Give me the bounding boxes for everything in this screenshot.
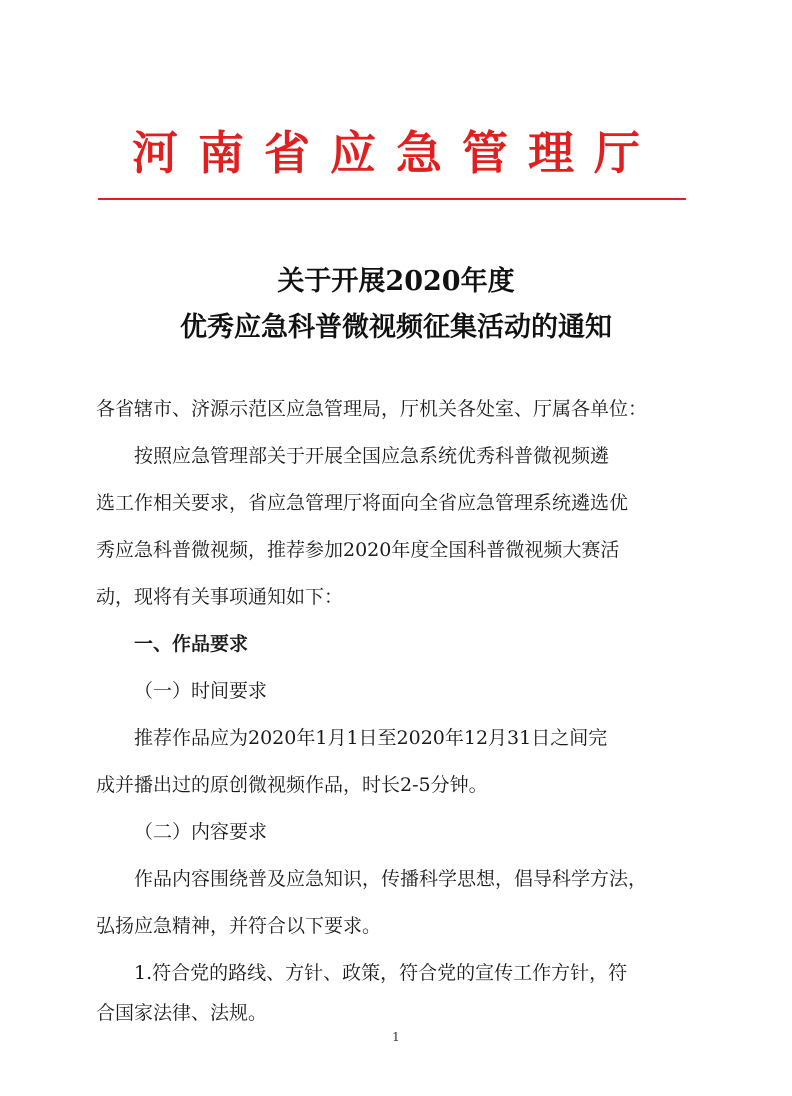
paragraph-line: 推荐作品应为2020年1月1日至2020年12月31日之间完 [134,727,608,749]
intro-line: 按照应急管理部关于开展全国应急系统优秀科普微视频遴 [134,445,610,467]
intro-line: 秀应急科普微视频，推荐参加2020年度全国科普微视频大赛活 [96,539,620,561]
intro-line: 选工作相关要求，省应急管理厅将面向全省应急管理系统遴选优 [96,492,629,514]
salutation: 各省辖市、济源示范区应急管理局，厅机关各处室、厅属各单位： [96,398,648,420]
list-item-line: 合国家法律、法规。 [96,1002,268,1024]
list-item-line: 1.符合党的路线、方针、政策，符合党的宣传工作方针，符 [134,962,628,984]
document-title-line1: 关于开展2020年度 [277,266,515,297]
paragraph-line: 作品内容围绕普及应急知识，传播科学思想，倡导科学方法， [134,868,648,890]
subsection-heading: （一）时间要求 [134,680,268,702]
document-title-line2: 优秀应急科普微视频征集活动的通知 [180,312,612,343]
intro-line: 动，现将有关事项通知如下： [96,586,344,608]
paragraph-line: 成并播出过的原创微视频作品，时长2-5分钟。 [96,774,488,796]
subsection-heading: （二）内容要求 [134,821,268,843]
page-number: 1 [392,1030,400,1044]
section-heading: 一、作品要求 [134,633,249,655]
paragraph-line: 弘扬应急精神，并符合以下要求。 [96,915,382,937]
letterhead-divider [98,198,686,200]
org-letterhead: 河南省应急管理厅 [132,126,660,180]
